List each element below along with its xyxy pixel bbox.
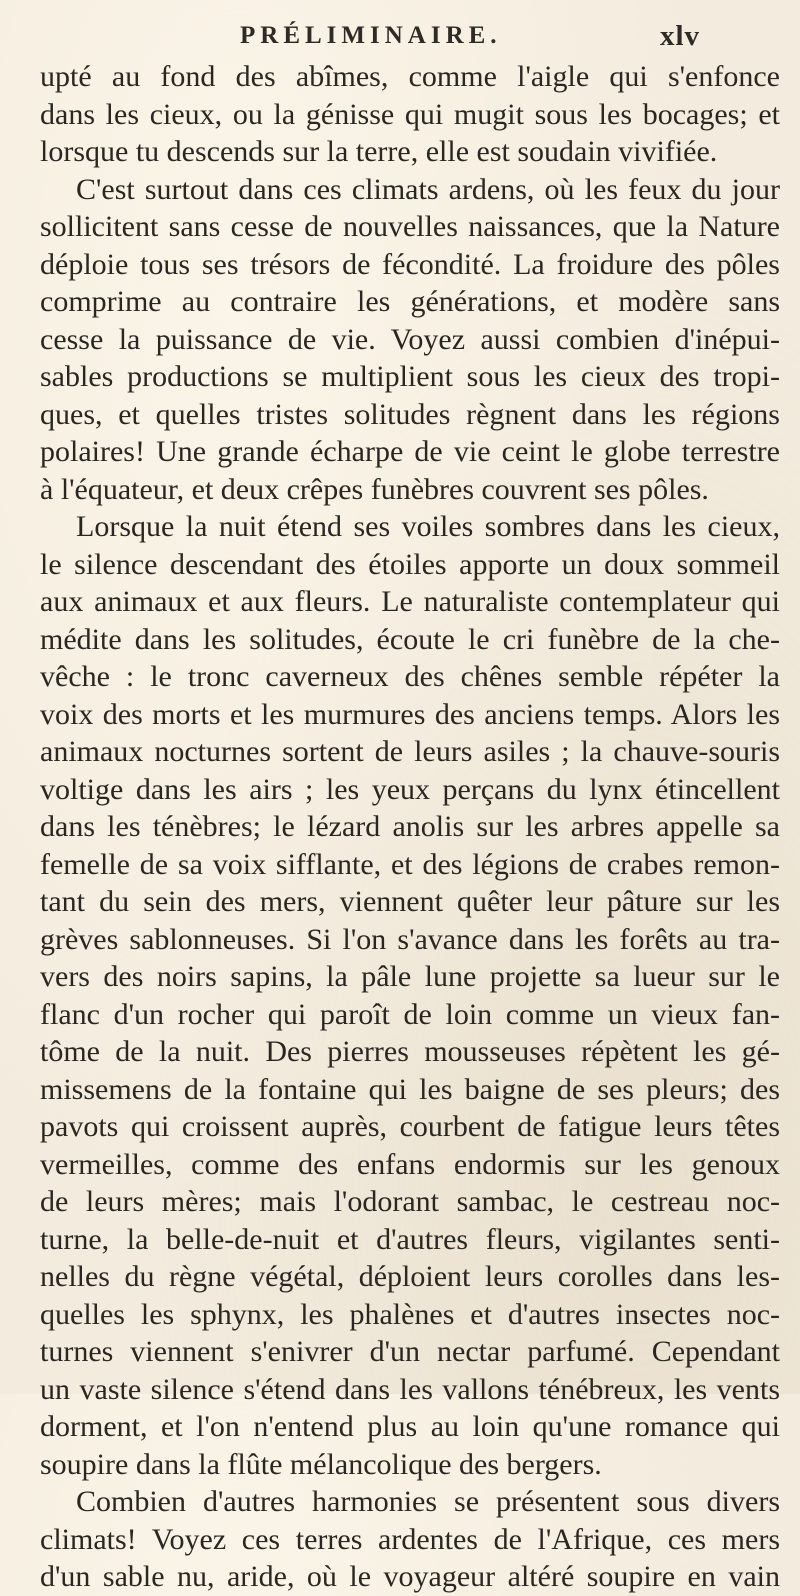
text-line: lorsque tu descends sur la terre, elle est soudain vivifiée. xyxy=(40,135,718,168)
text-line: quelles les sphynx, les phalènes et d'autres insectes noc- xyxy=(40,1297,780,1331)
text-line: un vaste silence s'étend dans les vallons ténébreux, les vents xyxy=(40,1372,780,1406)
text-line: aux animaux et aux fleurs. Le naturaliste contemplateur qui xyxy=(40,585,780,618)
running-head: PRÉLIMINAIRE. xyxy=(240,22,502,49)
paragraph-start-line: Combien d'autres harmonies se présentent sous divers xyxy=(76,1485,780,1518)
text-line: tant du sein des mers, viennent quêter leur pâture sur les xyxy=(40,885,780,918)
text-line: sollicitent sans cesse de nouvelles naissances, que la Nature xyxy=(40,210,780,243)
text-line: dorment, et l'on n'entend plus au loin qu'une romance qui xyxy=(40,1410,780,1443)
text-line: flanc d'un rocher qui paroît de loin comme un vieux fan- xyxy=(40,997,780,1031)
text-line: dans les cieux, ou la génisse qui mugit sous les bocages; et xyxy=(40,97,780,131)
text-line: déploie tous ses trésors de fécondité. La froidure des pôles xyxy=(40,247,780,281)
text-line: voix des morts et les murmures des anciens temps. Alors les xyxy=(40,697,780,731)
text-line: ques, et quelles tristes solitudes règnent dans les régions xyxy=(40,397,780,431)
text-line: vêche : le tronc caverneux des chênes semble répéter la xyxy=(40,660,780,693)
text-line: comprime au contraire les générations, et modère sans xyxy=(40,285,780,318)
page-number: xlv xyxy=(660,20,701,52)
text-line: soupire dans la flûte mélancolique des bergers. xyxy=(40,1447,602,1481)
text-line: de leurs mères; mais l'odorant sambac, le cestreau noc- xyxy=(40,1185,780,1218)
text-line: climats! Voyez ces terres ardentes de l'Afrique, ces mers xyxy=(40,1522,780,1556)
text-line: d'un sable nu, aride, où le voyageur altéré soupire en vain xyxy=(40,1560,780,1593)
page-header xyxy=(0,12,800,52)
text-line: pavots qui croissent auprès, courbent de fatigue leurs têtes xyxy=(40,1110,780,1143)
text-line: missemens de la fontaine qui les baigne de ses pleurs; des xyxy=(40,1072,780,1106)
text-line: voltige dans les airs ; les yeux perçans du lynx étincellent xyxy=(40,772,780,806)
text-line: dans les ténèbres; le lézard anolis sur les arbres appelle sa xyxy=(40,810,780,843)
text-line: turnes viennent s'enivrer d'un nectar parfumé. Cependant xyxy=(40,1335,780,1368)
text-line: vers des noirs sapins, la pâle lune projette sa lueur sur le xyxy=(40,960,780,993)
text-line: animaux nocturnes sortent de leurs asiles ; la chauve-souris xyxy=(40,735,780,768)
text-line: femelle de sa voix sifflante, et des légions de crabes remon- xyxy=(40,847,780,881)
text-line: le silence descendant des étoiles apporte un doux sommeil xyxy=(40,547,780,581)
body-text xyxy=(40,58,780,1596)
text-line: sables productions se multiplient sous les cieux des tropi- xyxy=(40,360,780,393)
text-line: à l'équateur, et deux crêpes funèbres couvrent ses pôles. xyxy=(40,472,709,506)
text-line: nelles du règne végétal, déploient leurs corolles dans les- xyxy=(40,1260,780,1293)
text-line: polaires! Une grande écharpe de vie ceint le globe terrestre xyxy=(40,435,780,468)
paragraph-start-line: Lorsque la nuit étend ses voiles sombres dans les cieux, xyxy=(76,510,780,543)
text-line: upté au fond des abîmes, comme l'aigle qui s'enfonce xyxy=(40,60,780,93)
text-line: vermeilles, comme des enfans endormis sur les genoux xyxy=(40,1147,780,1181)
text-line: tôme de la nuit. Des pierres mousseuses répètent les gé- xyxy=(40,1035,780,1068)
text-line: cesse la puissance de vie. Voyez aussi combien d'inépui- xyxy=(40,322,780,356)
text-line: médite dans les solitudes, écoute le cri funèbre de la che- xyxy=(40,622,780,656)
text-line: turne, la belle-de-nuit et d'autres fleurs, vigilantes senti- xyxy=(40,1222,780,1256)
text-line: grèves sablonneuses. Si l'on s'avance dans les forêts au tra- xyxy=(40,922,780,956)
paragraph-start-line: C'est surtout dans ces climats ardens, où les feux du jour xyxy=(76,172,780,206)
